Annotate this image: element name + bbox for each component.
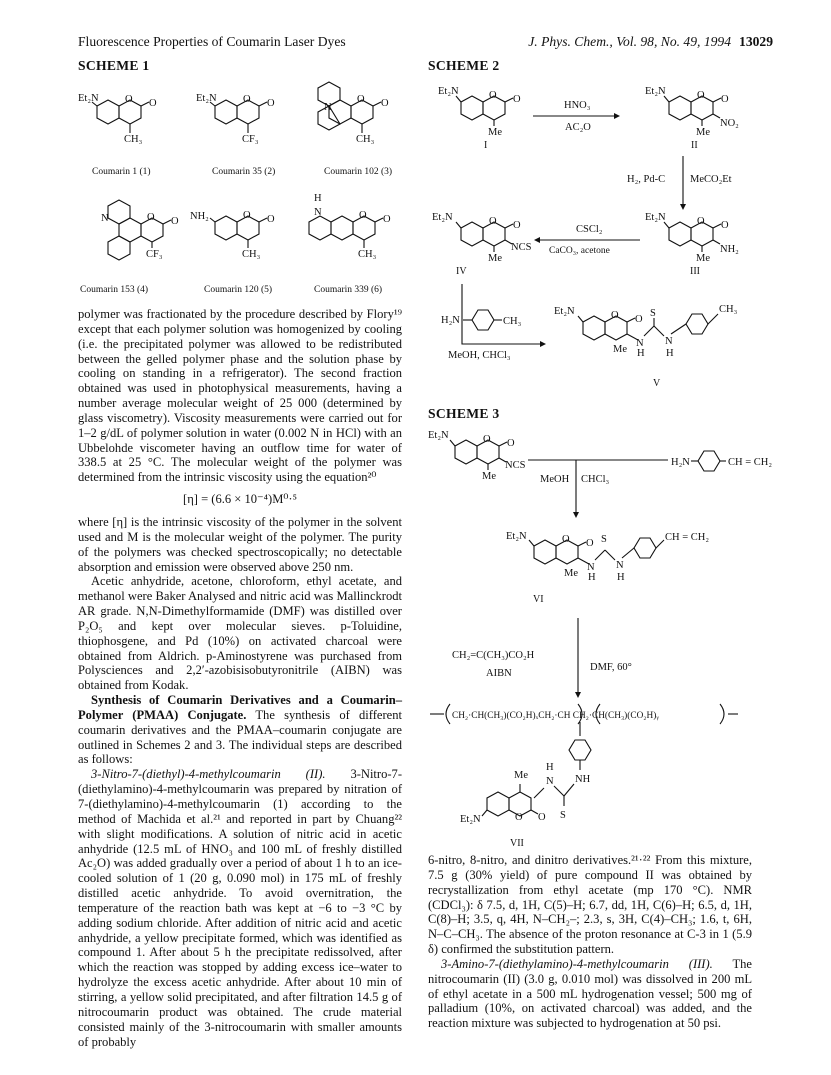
svg-text:CH₃: CH₃ <box>242 249 261 260</box>
compound-IV-structure <box>432 212 532 277</box>
svg-text:H: H <box>314 193 322 204</box>
caption-coumarin-35: Coumarin 35 (2) <box>212 167 276 177</box>
svg-text:Me: Me <box>482 471 496 482</box>
svg-text:CH = CH₂: CH = CH₂ <box>728 457 773 468</box>
svg-text:CH₃: CH₃ <box>356 134 375 145</box>
svg-text:O: O <box>635 314 643 325</box>
caption-coumarin-102: Coumarin 102 (3) <box>324 167 393 177</box>
svg-text:O: O <box>357 94 365 105</box>
svg-text:Et₂N: Et₂N <box>645 86 666 97</box>
svg-text:O: O <box>721 220 729 231</box>
svg-text:H: H <box>588 572 596 583</box>
svg-text:CH₃: CH₃ <box>124 134 143 145</box>
svg-text:HNO₃: HNO₃ <box>564 100 591 111</box>
svg-text:S: S <box>560 810 566 821</box>
svg-text:S: S <box>601 534 607 545</box>
svg-text:CH₃: CH₃ <box>358 249 377 260</box>
svg-text:O: O <box>489 90 497 101</box>
compound-VI-structure <box>506 531 709 605</box>
svg-text:CH₂=C(CH₃)CO₂H: CH₂=C(CH₃)CO₂H <box>452 650 535 661</box>
svg-text:O: O <box>149 98 157 109</box>
svg-text:O: O <box>243 94 251 105</box>
scheme2-title: SCHEME 2 <box>428 58 500 73</box>
section-heading-synthesis: Synthesis of Coumarin Derivatives and a Coumarin–Polymer (PMAA) Conjugate. <box>78 693 402 722</box>
svg-text:MeCO₂Et: MeCO₂Et <box>690 174 732 185</box>
svg-text:O: O <box>171 216 179 227</box>
svg-text:O: O <box>243 210 251 221</box>
subheading-amino: 3-Amino-7-(diethylamino)-4-methylcoumarin (III). <box>441 956 713 971</box>
svg-text:H: H <box>666 348 674 359</box>
svg-text:N: N <box>546 776 554 787</box>
paragraph-synthesis-intro: The synthesis of different coumarin derivatives and the PMAA–coumarin conjugate are outlined in Schemes 2 and 3. The individual steps are described as follows: <box>78 707 402 767</box>
paragraph-hydrogenation: The nitrocoumarin (II) (3.0 g, 0.010 mol) was dissolved in 200 mL of ethyl acetate in a 500 mL hydrogenation vessel; 500 mg of palladium (10%, on activated charcoal) was added, and the reaction mixture was subjected to hydrogenation at 50 psi. <box>428 956 752 1031</box>
svg-text:Me: Me <box>488 127 502 138</box>
compound-VII-label: VII <box>510 838 524 849</box>
svg-text:N: N <box>101 213 109 224</box>
svg-text:NH₂: NH₂ <box>190 211 209 222</box>
svg-text:N: N <box>314 207 322 218</box>
svg-text:Et₂N: Et₂N <box>438 86 459 97</box>
svg-text:O: O <box>483 434 491 445</box>
svg-text:S: S <box>650 308 656 319</box>
svg-text:N: N <box>587 562 595 573</box>
compound-VI-label: VI <box>533 594 544 605</box>
svg-text:CH = CH₂: CH = CH₂ <box>665 532 710 543</box>
running-header-journal <box>528 34 773 50</box>
svg-text:NO₂: NO₂ <box>720 118 739 129</box>
svg-text:O: O <box>381 98 389 109</box>
svg-text:NH: NH <box>575 774 591 785</box>
svg-text:AIBN: AIBN <box>486 668 512 679</box>
journal-citation: J. Phys. Chem., Vol. 98, No. 49, 1994 <box>528 34 732 49</box>
svg-text:NCS: NCS <box>505 460 526 471</box>
svg-text:Et₂N: Et₂N <box>645 212 666 223</box>
compound-I-structure <box>438 86 521 151</box>
compound-IV-start-structure <box>428 430 526 482</box>
scheme2-diagram <box>428 78 773 394</box>
svg-text:CF₃: CF₃ <box>146 249 163 260</box>
svg-text:O: O <box>125 94 133 105</box>
caption-coumarin-120: Coumarin 120 (5) <box>204 285 273 295</box>
svg-text:H: H <box>637 348 645 359</box>
svg-text:N: N <box>636 338 644 349</box>
svg-text:NH₂: NH₂ <box>720 244 739 255</box>
svg-text:N: N <box>665 336 673 347</box>
svg-text:Et₂N: Et₂N <box>506 531 527 542</box>
compound-V-label: V <box>653 378 661 389</box>
caption-coumarin-1: Coumarin 1 (1) <box>92 167 151 177</box>
svg-text:H: H <box>546 762 554 773</box>
running-header-title: Fluorescence Properties of Coumarin Laser Dyes <box>78 34 346 49</box>
p-aminostyrene-structure <box>671 451 772 471</box>
svg-text:AC₂O: AC₂O <box>565 122 591 133</box>
svg-text:Me: Me <box>696 127 710 138</box>
subheading-nitro: 3-Nitro-7-(diethyl)-4-methylcoumarin (II). <box>91 767 326 782</box>
svg-text:O: O <box>586 538 594 549</box>
compound-III-label: III <box>690 266 700 277</box>
compound-III-structure <box>645 212 739 277</box>
svg-text:O: O <box>721 94 729 105</box>
scheme3-diagram <box>428 422 773 850</box>
compound-V-structure <box>554 304 738 389</box>
svg-text:DMF, 60°: DMF, 60° <box>590 662 632 673</box>
svg-text:CaCO₃, acetone: CaCO₃, acetone <box>549 246 610 256</box>
compound-IV-label: IV <box>456 266 467 277</box>
paragraph-nitration: 3-Nitro-7-(diethylamino)-4-methylcoumarin was prepared by nitration of 7-(diethylamino)-4-methylcoumarin (1) according to the method of Machida et al.²¹ and reported in part by Chuang²² with slight modifications. A solution of nitric acid in acetic anhydride (12.5 mL of HNO₃ and 100 mL of freshly distilled Ac₂O) was added gradually over a period of about 1 h to an ice-cooled solution of 1 (20 g, 0.090 mol) in 175 mL of freshly distilled acetic anhydride. To avoid overnitration, the temperature of the reaction bath was kept at −6 to −3 °C by adding sodium chloride. After addition of nitric acid and acetic anhydride, a yellow precipitate formed, which was identified as compound 1. After about 5 h the precipitate redissolved, after which the reaction was stopped by adding excess ice–water to hydrolyze the excess acetic anhydride. After about 10 min of stirring, a yellow solid precipitated, and after filtration 14.5 g of nitrocoumarin product was obtained. The crude material consisted mainly of the 3-nitrocoumarin with smaller amounts of probably <box>78 767 403 1049</box>
svg-text:NCS: NCS <box>511 242 532 253</box>
compound-II-label: II <box>691 140 698 151</box>
compound-II-structure <box>645 86 739 151</box>
svg-text:O: O <box>507 438 515 449</box>
coumarin-120-structure <box>190 210 275 260</box>
scheme3-title: SCHEME 3 <box>428 406 500 421</box>
svg-text:CSCl₂: CSCl₂ <box>576 224 603 235</box>
svg-text:O: O <box>515 812 523 823</box>
left-column-text <box>78 307 402 1049</box>
page-number: 13029 <box>739 34 773 49</box>
paragraph-materials: Acetic anhydride, acetone, chloroform, ethyl acetate, and methanol were Baker Analysed and nitric acid was Mallinckrodt AR grade. N,N-Dimethylformamide (DMF) was distilled over P₂O₅ and kept over molecular sieves. p-Toluidine, thiophosgene, and Pd (10%) on activated charcoal were obtained from Aldrich. p-Aminostyrene was purchased from Polysciences and 2,2′-azobisisobutyronitrile (AIBN) was obtained from Kodak. <box>78 574 402 693</box>
svg-text:Me: Me <box>613 344 627 355</box>
svg-text:CH₃: CH₃ <box>503 316 522 327</box>
svg-text:Et₂N: Et₂N <box>460 814 481 825</box>
svg-text:O: O <box>538 812 546 823</box>
svg-text:Et₂N: Et₂N <box>554 306 575 317</box>
coumarin-339-structure <box>309 193 391 260</box>
arrow-iv-to-v <box>462 284 540 344</box>
svg-text:O: O <box>147 212 155 223</box>
svg-text:H₂, Pd-C: H₂, Pd-C <box>627 174 666 185</box>
svg-text:CH₃: CH₃ <box>719 304 738 315</box>
svg-text:O: O <box>267 214 275 225</box>
svg-text:Me: Me <box>696 253 710 264</box>
coumarin-1-structure <box>78 93 157 145</box>
right-column-text <box>428 853 752 1031</box>
svg-text:CHCl₃: CHCl₃ <box>581 474 610 485</box>
svg-text:O: O <box>697 90 705 101</box>
coumarin-35-structure <box>196 93 275 145</box>
svg-text:H₂N: H₂N <box>441 315 460 326</box>
svg-text:Me: Me <box>488 253 502 264</box>
svg-text:O: O <box>267 98 275 109</box>
coumarin-102-structure <box>318 82 389 145</box>
svg-text:O: O <box>513 220 521 231</box>
svg-text:Et₂N: Et₂N <box>428 430 449 441</box>
svg-text:N: N <box>616 560 624 571</box>
viscosity-equation: [η] = (6.6 × 10⁻⁴)M⁰·⁵ <box>183 492 297 507</box>
scheme1-title: SCHEME 1 <box>78 58 150 73</box>
paragraph-nmr: 6-nitro, 8-nitro, and dinitro derivatives.²¹·²² From this mixture, 7.5 g (30% yield) of pure compound II was obtained by recrystallization from ethyl acetate (mp 170 °C). NMR (CDCl₃): δ 7.5, d, 1H, C(5)–H; 6.7, dd, 1H, C(6)–H; 6.5, d, 1H, C(8)–H; 3.5, q, 4H, N–CH₂–; 2.3, s, 3H, C(4)–CH₃; 1.6, t, 6H, N–C–CH₃. The absence of the proton resonance at C-3 in 1 (5.9 δ) confirmed the substitution pattern. <box>428 853 752 957</box>
svg-text:O: O <box>697 216 705 227</box>
svg-text:CF₃: CF₃ <box>242 134 259 145</box>
svg-text:H: H <box>617 572 625 583</box>
svg-text:N: N <box>324 102 332 113</box>
coumarin-153-structure <box>101 200 179 260</box>
p-toluidine-structure <box>441 310 522 330</box>
svg-text:MeOH, CHCl₃: MeOH, CHCl₃ <box>448 350 511 361</box>
polymer-VII-structure <box>430 704 738 849</box>
svg-text:MeOH: MeOH <box>540 474 570 485</box>
svg-text:Me: Me <box>564 568 578 579</box>
scheme1-structures <box>78 80 408 300</box>
svg-text:Et₂N: Et₂N <box>432 212 453 223</box>
svg-text:O: O <box>383 214 391 225</box>
paragraph-fractionation: polymer was fractionated by the procedure described by Flory¹⁹ except that each polymer solution was homogenized by cooling (i.e. the precipitated polymer was allowed to be redistributed between the gelled polymer phase and the solution phase by cooling on standing in a refrigerator). The second fraction obtained was used in photophysical measurements, having a number average molecular weight of 25 000 (determined by glass viscometry). Viscosity measurements were carried out for 1–2 g/dL of polymer solution in water (0.002 N in HCl) with an Ubbelohde viscometer having an outflow time for water of 338.5 at 25 °C. The molecular weight of the polymer was determined from the intrinsic viscosity using the equation²⁰ <box>78 307 402 485</box>
svg-text:H₂N: H₂N <box>671 457 690 468</box>
caption-coumarin-339: Coumarin 339 (6) <box>314 285 383 295</box>
svg-text:Me: Me <box>514 770 528 781</box>
svg-text:O: O <box>513 94 521 105</box>
caption-coumarin-153: Coumarin 153 (4) <box>80 285 149 295</box>
svg-text:O: O <box>611 310 619 321</box>
svg-text:Et₂N: Et₂N <box>78 93 99 104</box>
svg-text:O: O <box>562 534 570 545</box>
svg-text:O: O <box>359 210 367 221</box>
svg-text:CH₂·CH(CH₃)(CO₂H)ₓCH₂·CH CH₂·C: CH₂·CH(CH₃)(CO₂H)ₓCH₂·CH CH₂·CH(CH₃)(CO₂H)ᵧ <box>452 711 659 721</box>
svg-text:O: O <box>489 216 497 227</box>
paragraph-intrinsic-viscosity: where [η] is the intrinsic viscosity of the polymer in the solvent used and M is the molecular weight of the polymer. The purity of the polymers was checked spectroscopically; no detectable absorption and emission were observed above 250 nm. <box>78 514 402 574</box>
compound-I-label: I <box>484 140 488 151</box>
svg-text:Et₂N: Et₂N <box>196 93 217 104</box>
